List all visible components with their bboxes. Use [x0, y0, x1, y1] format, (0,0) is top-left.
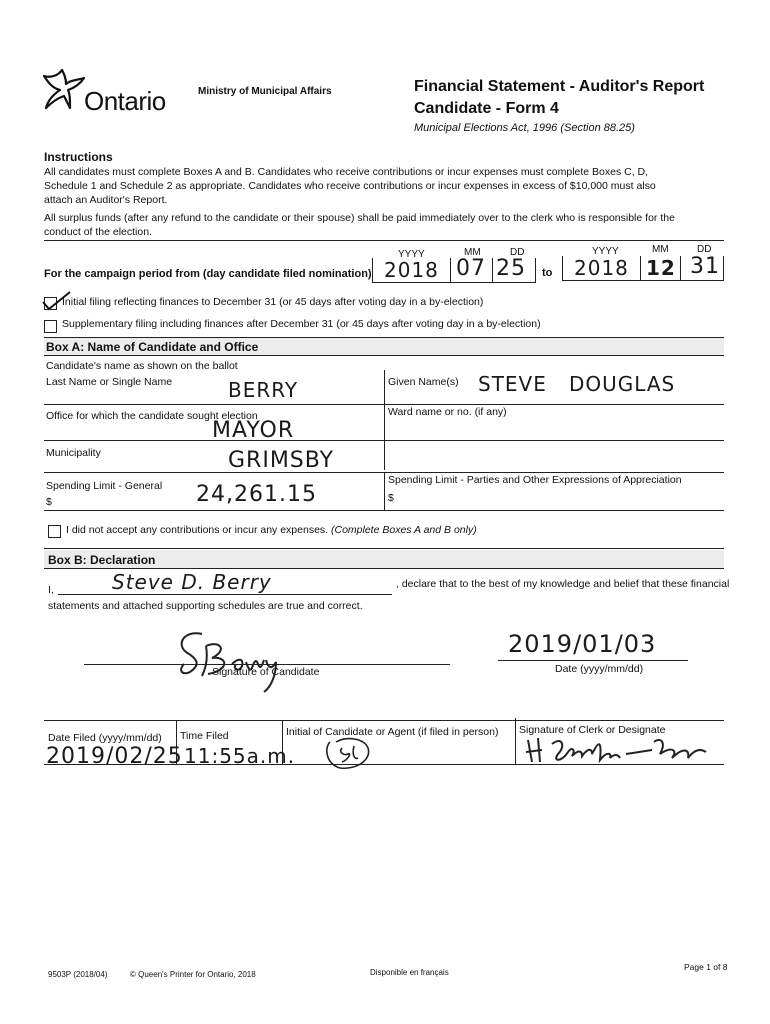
- agent-initial-signature-icon: [322, 734, 378, 772]
- from-month-value[interactable]: 07: [456, 256, 486, 281]
- declaration-date-value[interactable]: 2019/01/03: [508, 630, 657, 658]
- form-code: 9503P (2018/04): [48, 970, 108, 979]
- no-contributions-checkbox[interactable]: [48, 525, 61, 538]
- declaration-i-label: I,: [48, 584, 54, 596]
- agent-initial-label: Initial of Candidate or Agent (if filed in person): [286, 726, 499, 738]
- instructions-heading: Instructions: [44, 150, 113, 164]
- municipality-value[interactable]: GRIMSBY: [228, 448, 335, 473]
- date-filed-value[interactable]: 2019/02/25: [46, 744, 183, 769]
- act-reference: Municipal Elections Act, 1996 (Section 88.25): [414, 122, 635, 134]
- initial-filing-label: Initial filing reflecting finances to December 31 (or 45 days after voting day in a by-election): [62, 296, 484, 308]
- to-year-value[interactable]: 2018: [574, 256, 629, 280]
- supplementary-filing-label: Supplementary filing including finances after December 31 (or 45 days after voting day in a by-election): [62, 318, 541, 330]
- form-title: Financial Statement - Auditor's Report: [414, 78, 705, 95]
- mm-label: MM: [464, 247, 481, 258]
- dd-label: DD: [510, 247, 525, 258]
- form-subtitle: Candidate - Form 4: [414, 100, 559, 117]
- last-name-label: Last Name or Single Name: [46, 376, 173, 388]
- instructions-text: All surplus funds (after any refund to the candidate or their spouse) shall be paid immediately over to the clerk who is responsible for the: [44, 212, 675, 224]
- instructions-text: conduct of the election.: [44, 226, 152, 238]
- signature-label: Signature of Candidate: [212, 666, 320, 678]
- spending-limit-general-value[interactable]: 24,261.15: [196, 482, 317, 507]
- to-day-value[interactable]: 31: [690, 254, 720, 279]
- last-name-value[interactable]: BERRY: [228, 378, 299, 402]
- mm-label: MM: [652, 244, 669, 255]
- yyyy-label: YYYY: [398, 249, 425, 260]
- period-label: For the campaign period from (day candidate filed nomination): [44, 268, 372, 280]
- office-label: Office for which the candidate sought election: [46, 410, 258, 422]
- given-names-label: Given Name(s): [388, 376, 459, 388]
- instructions-text: attach an Auditor's Report.: [44, 194, 168, 206]
- spending-limit-parties-label: Spending Limit - Parties and Other Expressions of Appreciation: [388, 474, 682, 486]
- to-label: to: [542, 267, 553, 279]
- from-year-value[interactable]: 2018: [384, 258, 439, 282]
- ward-label: Ward name or no. (if any): [388, 406, 507, 418]
- currency-symbol: $: [388, 492, 394, 504]
- time-filed-label: Time Filed: [180, 730, 229, 742]
- ballot-name-hint: Candidate's name as shown on the ballot: [46, 360, 238, 372]
- page-number: Page 1 of 8: [684, 962, 728, 972]
- trillium-logo-icon: [40, 66, 86, 110]
- clerk-signature-label: Signature of Clerk or Designate: [519, 724, 666, 736]
- declarant-name-value[interactable]: Steve D. Berry: [112, 570, 272, 594]
- declaration-text: , declare that to the best of my knowledge and belief that these financial: [396, 578, 730, 590]
- spending-limit-general-label: Spending Limit - General: [46, 480, 163, 492]
- instructions-text: Schedule 1 and Schedule 2 as appropriate. Candidates who receive contributions or incur expenses in excess of $10,000 must also: [44, 180, 656, 192]
- ontario-brand: Ontario: [84, 86, 166, 116]
- candidate-signature-icon: [172, 624, 292, 696]
- supplementary-filing-checkbox[interactable]: [44, 320, 57, 333]
- copyright: © Queen's Printer for Ontario, 2018: [130, 970, 256, 979]
- office-value[interactable]: MAYOR: [212, 418, 295, 443]
- box-a-heading: Box A: Name of Candidate and Office: [46, 340, 259, 354]
- from-day-value[interactable]: 25: [496, 256, 526, 281]
- no-contributions-label: I did not accept any contributions or incur any expenses. (Complete Boxes A and B only): [66, 524, 477, 536]
- municipality-label: Municipality: [46, 447, 101, 459]
- date-label: Date (yyyy/mm/dd): [555, 663, 644, 675]
- clerk-signature-icon: [522, 732, 712, 768]
- to-month-value[interactable]: 12: [646, 256, 676, 280]
- instructions-text: All candidates must complete Boxes A and B. Candidates who receive contributions or incur expenses must complete Boxes C, D,: [44, 166, 649, 178]
- declaration-text: statements and attached supporting schedules are true and correct.: [48, 600, 363, 612]
- currency-symbol: $: [46, 496, 52, 508]
- time-filed-value[interactable]: 11:55a.m.: [184, 744, 296, 768]
- box-b-heading: Box B: Declaration: [48, 553, 156, 567]
- given-names-value[interactable]: STEVE DOUGLAS: [478, 372, 676, 396]
- date-filed-label: Date Filed (yyyy/mm/dd): [48, 732, 162, 744]
- yyyy-label: YYYY: [592, 246, 619, 257]
- french-available-link[interactable]: Disponible en français: [370, 968, 449, 977]
- ministry-name: Ministry of Municipal Affairs: [198, 86, 332, 97]
- dd-label: DD: [697, 244, 712, 255]
